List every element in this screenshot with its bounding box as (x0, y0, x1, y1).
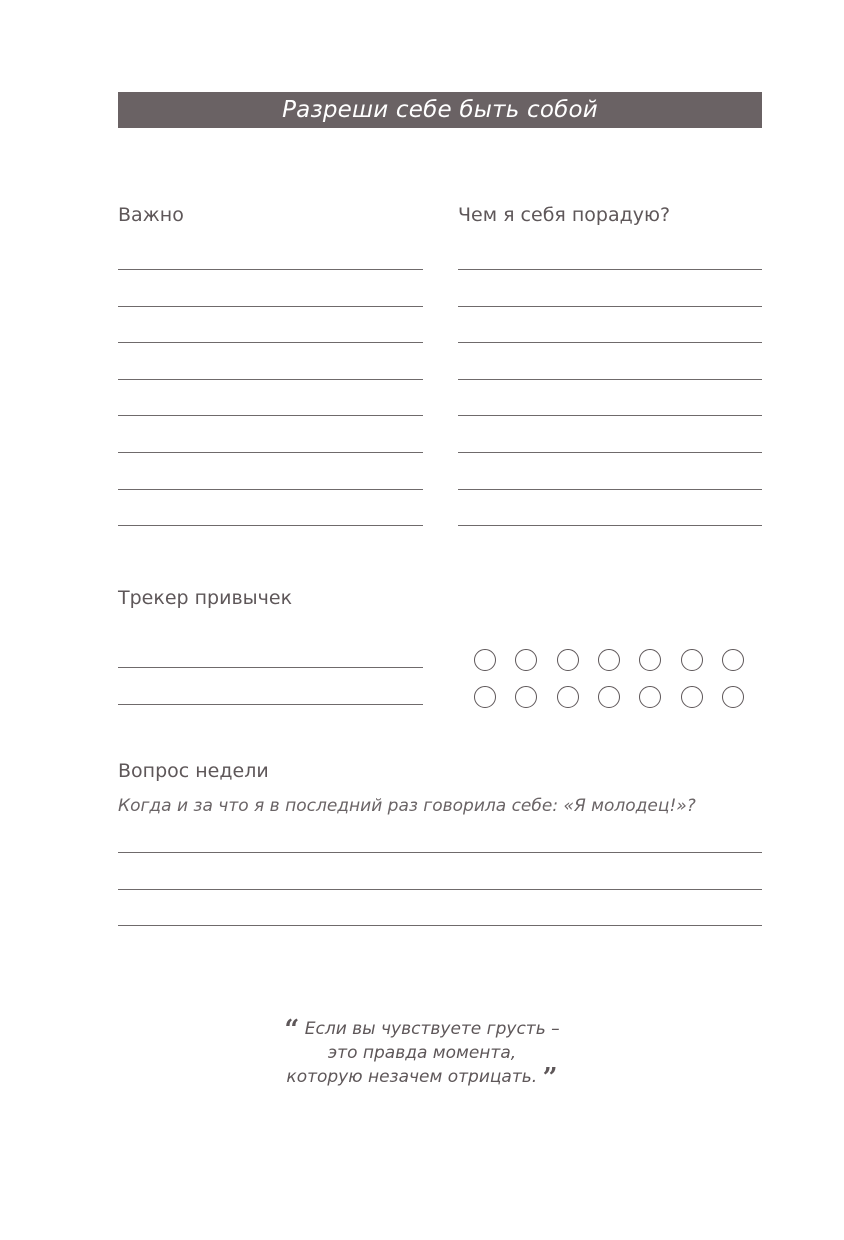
habit-writing-line (118, 667, 423, 668)
close-quote-icon: ” (542, 1063, 558, 1093)
quote-line-2: это правда момента, (327, 1043, 517, 1063)
habit-tracker-circle[interactable] (515, 649, 537, 671)
question-heading: Вопрос недели (118, 760, 269, 782)
treat-writing-line (458, 452, 762, 453)
treat-writing-line (458, 306, 762, 307)
habit-tracker-circle[interactable] (681, 649, 703, 671)
quote-block (200, 1015, 644, 1093)
page-title-banner (118, 92, 762, 128)
habit-tracker-circle[interactable] (722, 686, 744, 708)
quote-line-1-text: Если вы чувствуете грусть – (304, 1019, 560, 1039)
habit-tracker-circle[interactable] (639, 686, 661, 708)
treat-writing-line (458, 489, 762, 490)
habit-tracker-circle[interactable] (681, 686, 703, 708)
question-writing-line (118, 925, 762, 926)
treat-writing-line (458, 415, 762, 416)
quote-line-3-text: которую незачем отрицать. (286, 1067, 538, 1087)
habit-tracker-circle[interactable] (722, 649, 744, 671)
important-writing-line (118, 452, 423, 453)
habit-writing-line (118, 704, 423, 705)
important-writing-line (118, 306, 423, 307)
open-quote-icon: “ (284, 1015, 300, 1045)
treat-heading: Чем я себя порадую? (458, 204, 671, 226)
habit-tracker-circle[interactable] (474, 686, 496, 708)
habit-tracker-circle[interactable] (598, 649, 620, 671)
treat-writing-line (458, 525, 762, 526)
treat-writing-line (458, 379, 762, 380)
habit-tracker-circle[interactable] (515, 686, 537, 708)
important-writing-line (118, 489, 423, 490)
treat-writing-line (458, 269, 762, 270)
question-text: Когда и за что я в последний раз говорила себе: «Я молодец!»? (118, 796, 696, 816)
important-writing-line (118, 415, 423, 416)
important-writing-line (118, 269, 423, 270)
important-writing-line (118, 525, 423, 526)
important-heading: Важно (118, 204, 184, 226)
habit-tracker-circle[interactable] (474, 649, 496, 671)
important-writing-line (118, 379, 423, 380)
habit-tracker-circle[interactable] (557, 649, 579, 671)
habit-tracker-circle[interactable] (557, 686, 579, 708)
treat-writing-line (458, 342, 762, 343)
important-writing-line (118, 342, 423, 343)
question-writing-line (118, 889, 762, 890)
page-title: Разреши себе быть собой (282, 97, 598, 123)
quote-line-3 (200, 1063, 644, 1093)
habit-tracker-circle[interactable] (639, 649, 661, 671)
habit-tracker-circle[interactable] (598, 686, 620, 708)
question-writing-line (118, 852, 762, 853)
quote-line-1 (200, 1015, 644, 1045)
habit-tracker-heading: Трекер привычек (118, 587, 293, 609)
